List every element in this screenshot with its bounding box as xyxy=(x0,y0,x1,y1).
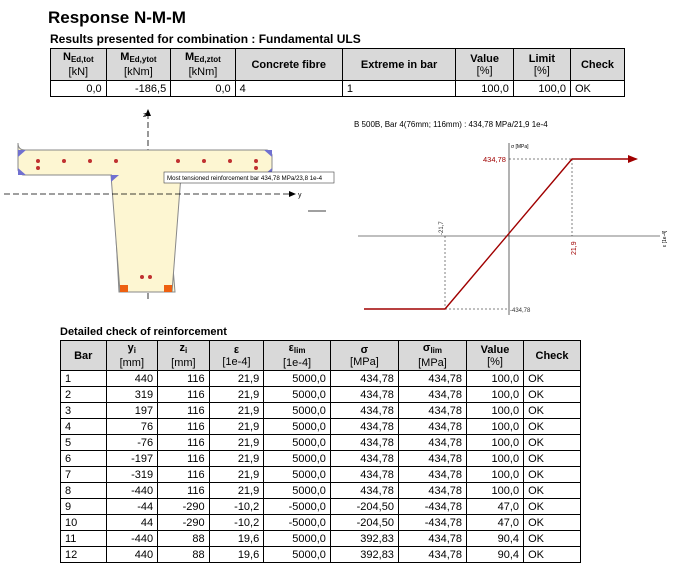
detail-cell: -5000,0 xyxy=(264,499,331,515)
detail-cell: 434,78 xyxy=(398,435,466,451)
table-row xyxy=(61,499,581,515)
detail-cell: 319 xyxy=(106,387,158,403)
detail-header-6: $\sigma_{lim}$ [MPa] xyxy=(398,341,466,371)
y-axis-label: y xyxy=(298,192,302,199)
detail-cell: 10 xyxy=(61,515,107,531)
summary-row xyxy=(51,81,625,97)
detail-cell: 434,78 xyxy=(398,419,466,435)
detail-cell: OK xyxy=(524,435,581,451)
detail-cell: 116 xyxy=(158,419,210,435)
detail-cell: -440 xyxy=(106,483,158,499)
detail-cell: 116 xyxy=(158,387,210,403)
detail-cell: 47,0 xyxy=(467,499,524,515)
detail-cell: 4 xyxy=(61,419,107,435)
detail-cell: 434,78 xyxy=(398,371,466,387)
detail-cell: 12 xyxy=(61,547,107,563)
detail-cell: 5000,0 xyxy=(264,467,331,483)
detail-header-7: Value [%] xyxy=(467,341,524,371)
detail-cell: 11 xyxy=(61,531,107,547)
detail-cell: -76 xyxy=(106,435,158,451)
detail-cell: 100,0 xyxy=(467,371,524,387)
detail-cell: 434,78 xyxy=(398,387,466,403)
detail-cell: 434,78 xyxy=(398,531,466,547)
detail-cell: 5000,0 xyxy=(264,531,331,547)
summary-cell-5: 100,0 xyxy=(456,81,513,97)
table-row xyxy=(61,403,581,419)
detail-cell: OK xyxy=(524,499,581,515)
detail-cell: 100,0 xyxy=(467,387,524,403)
detail-cell: 21,9 xyxy=(209,483,264,499)
table-row xyxy=(61,371,581,387)
table-row xyxy=(61,515,581,531)
detail-title: Detailed check of reinforcement xyxy=(60,326,227,338)
detail-cell: 3 xyxy=(61,403,107,419)
detail-cell: 434,78 xyxy=(330,387,398,403)
detail-cell: 116 xyxy=(158,403,210,419)
table-row xyxy=(61,419,581,435)
detail-cell: 7 xyxy=(61,467,107,483)
detail-cell: 116 xyxy=(158,371,210,387)
detail-cell: -434,78 xyxy=(398,515,466,531)
detail-cell: 88 xyxy=(158,531,210,547)
detail-cell: 21,9 xyxy=(209,371,264,387)
table-row xyxy=(61,451,581,467)
cross-section-diagram xyxy=(0,105,340,305)
detail-cell: 5 xyxy=(61,435,107,451)
detail-cell: 5000,0 xyxy=(264,483,331,499)
detail-cell: 100,0 xyxy=(467,467,524,483)
detail-cell: 392,83 xyxy=(330,547,398,563)
detail-cell: 90,4 xyxy=(467,531,524,547)
detail-cell: 88 xyxy=(158,547,210,563)
detail-cell: 1 xyxy=(61,371,107,387)
detail-cell: -44 xyxy=(106,499,158,515)
detail-cell: 434,78 xyxy=(330,467,398,483)
detail-cell: 434,78 xyxy=(330,451,398,467)
detail-cell: OK xyxy=(524,419,581,435)
detail-header-5: σ [MPa] xyxy=(330,341,398,371)
detail-cell: 5000,0 xyxy=(264,403,331,419)
detail-header-2: $z_i$ [mm] xyxy=(158,341,210,371)
summary-cell-2: 0,0 xyxy=(171,81,235,97)
summary-header-7: Check xyxy=(570,49,624,81)
detail-cell: -10,2 xyxy=(209,515,264,531)
detail-cell: 21,9 xyxy=(209,387,264,403)
detail-header-1: $y_i$ [mm] xyxy=(106,341,158,371)
sigma-yield-label: 434,78 xyxy=(483,155,506,164)
detail-cell: 47,0 xyxy=(467,515,524,531)
stress-strain-diagram xyxy=(340,115,677,320)
detail-cell: 5000,0 xyxy=(264,371,331,387)
detail-cell: 100,0 xyxy=(467,451,524,467)
detail-cell: OK xyxy=(524,547,581,563)
summary-header-3: Concrete fibre xyxy=(235,49,342,81)
summary-header-6: Limit [%] xyxy=(513,49,570,81)
table-row xyxy=(61,387,581,403)
detail-cell: 100,0 xyxy=(467,483,524,499)
detail-cell: 6 xyxy=(61,451,107,467)
detail-cell: 19,6 xyxy=(209,547,264,563)
detail-cell: 116 xyxy=(158,451,210,467)
table-row xyxy=(61,547,581,563)
detail-cell: OK xyxy=(524,403,581,419)
detail-cell: 434,78 xyxy=(398,483,466,499)
summary-header-4: Extreme in bar xyxy=(342,49,456,81)
table-row xyxy=(61,531,581,547)
summary-cell-3: 4 xyxy=(235,81,342,97)
detail-header-0: Bar xyxy=(61,341,107,371)
summary-header-1: $M_{Ed,ytot}$ [kNm] xyxy=(106,49,171,81)
summary-cell-6: 100,0 xyxy=(513,81,570,97)
page-subtitle: Results presented for combination : Fundamental ULS xyxy=(50,32,361,46)
detail-cell: 5000,0 xyxy=(264,547,331,563)
detail-table xyxy=(60,340,581,563)
summary-header-5: Value [%] xyxy=(456,49,513,81)
detail-cell: 116 xyxy=(158,435,210,451)
detail-cell: OK xyxy=(524,515,581,531)
detail-header-8: Check xyxy=(524,341,581,371)
eps-axis-label: ε [1e-4] xyxy=(662,230,668,247)
summary-header-0: $N_{Ed,tot}$ [kN] xyxy=(51,49,107,81)
detail-cell: 21,9 xyxy=(209,451,264,467)
detail-cell: 440 xyxy=(106,371,158,387)
detail-cell: OK xyxy=(524,531,581,547)
table-row xyxy=(61,483,581,499)
detail-cell: 392,83 xyxy=(330,531,398,547)
sigma-neg-label: -434,78 xyxy=(510,308,531,314)
sigma-axis-label: σ [MPa] xyxy=(511,144,529,150)
table-row xyxy=(61,467,581,483)
eps-pos-label: 21,9 xyxy=(571,241,578,255)
summary-table xyxy=(50,48,625,97)
summary-cell-0: 0,0 xyxy=(51,81,107,97)
detail-cell: 434,78 xyxy=(398,467,466,483)
detail-cell: 21,9 xyxy=(209,467,264,483)
detail-header-row xyxy=(61,341,581,371)
detail-cell: -197 xyxy=(106,451,158,467)
detail-cell: 21,9 xyxy=(209,435,264,451)
detail-cell: 100,0 xyxy=(467,435,524,451)
detail-cell: OK xyxy=(524,483,581,499)
summary-cell-1: -186,5 xyxy=(106,81,171,97)
detail-cell: 19,6 xyxy=(209,531,264,547)
detail-cell: 9 xyxy=(61,499,107,515)
detail-cell: 434,78 xyxy=(330,403,398,419)
detail-cell: -290 xyxy=(158,515,210,531)
summary-cell-4: 1 xyxy=(342,81,456,97)
detail-cell: 76 xyxy=(106,419,158,435)
detail-cell: 5000,0 xyxy=(264,435,331,451)
page-title: Response N-M-M xyxy=(48,8,186,27)
detail-cell: 440 xyxy=(106,547,158,563)
detail-cell: 116 xyxy=(158,483,210,499)
detail-cell: -434,78 xyxy=(398,499,466,515)
detail-cell: 5000,0 xyxy=(264,451,331,467)
detail-cell: 44 xyxy=(106,515,158,531)
detail-header-3: ε [1e-4] xyxy=(209,341,264,371)
detail-cell: 8 xyxy=(61,483,107,499)
detail-cell: 90,4 xyxy=(467,547,524,563)
detail-cell: 434,78 xyxy=(330,483,398,499)
tension-tooltip: Most tensioned reinforcement bar 434,78 MPa/23,8 1e-4 xyxy=(167,175,323,182)
detail-cell: 116 xyxy=(158,467,210,483)
stress-strain-caption: B 500B, Bar 4(76mm; 116mm) : 434,78 MPa/21,9 1e-4 xyxy=(354,120,548,129)
detail-cell: OK xyxy=(524,371,581,387)
detail-cell: 434,78 xyxy=(330,435,398,451)
summary-header-row xyxy=(51,49,625,81)
detail-cell: 197 xyxy=(106,403,158,419)
detail-cell: 21,9 xyxy=(209,403,264,419)
detail-cell: 434,78 xyxy=(398,451,466,467)
detail-cell: 5000,0 xyxy=(264,387,331,403)
detail-cell: 5000,0 xyxy=(264,419,331,435)
detail-header-4: $\varepsilon_{lim}$ [1e-4] xyxy=(264,341,331,371)
detail-cell: OK xyxy=(524,451,581,467)
detail-cell: -440 xyxy=(106,531,158,547)
detail-cell: 21,9 xyxy=(209,419,264,435)
detail-cell: 2 xyxy=(61,387,107,403)
detail-cell: -10,2 xyxy=(209,499,264,515)
detail-cell: 100,0 xyxy=(467,419,524,435)
table-row xyxy=(61,435,581,451)
detail-cell: OK xyxy=(524,387,581,403)
detail-cell: 100,0 xyxy=(467,403,524,419)
detail-cell: OK xyxy=(524,467,581,483)
detail-cell: -319 xyxy=(106,467,158,483)
detail-cell: -5000,0 xyxy=(264,515,331,531)
eps-neg-label: -21,7 xyxy=(439,221,445,235)
summary-cell-7: OK xyxy=(570,81,624,97)
detail-cell: -290 xyxy=(158,499,210,515)
detail-cell: -204,50 xyxy=(330,515,398,531)
z-axis-label: z xyxy=(143,112,147,119)
detail-cell: 434,78 xyxy=(330,419,398,435)
detail-cell: 434,78 xyxy=(330,371,398,387)
detail-cell: -204,50 xyxy=(330,499,398,515)
detail-cell: 434,78 xyxy=(398,547,466,563)
detail-cell: 434,78 xyxy=(398,403,466,419)
summary-header-2: $M_{Ed,ztot}$ [kNm] xyxy=(171,49,235,81)
